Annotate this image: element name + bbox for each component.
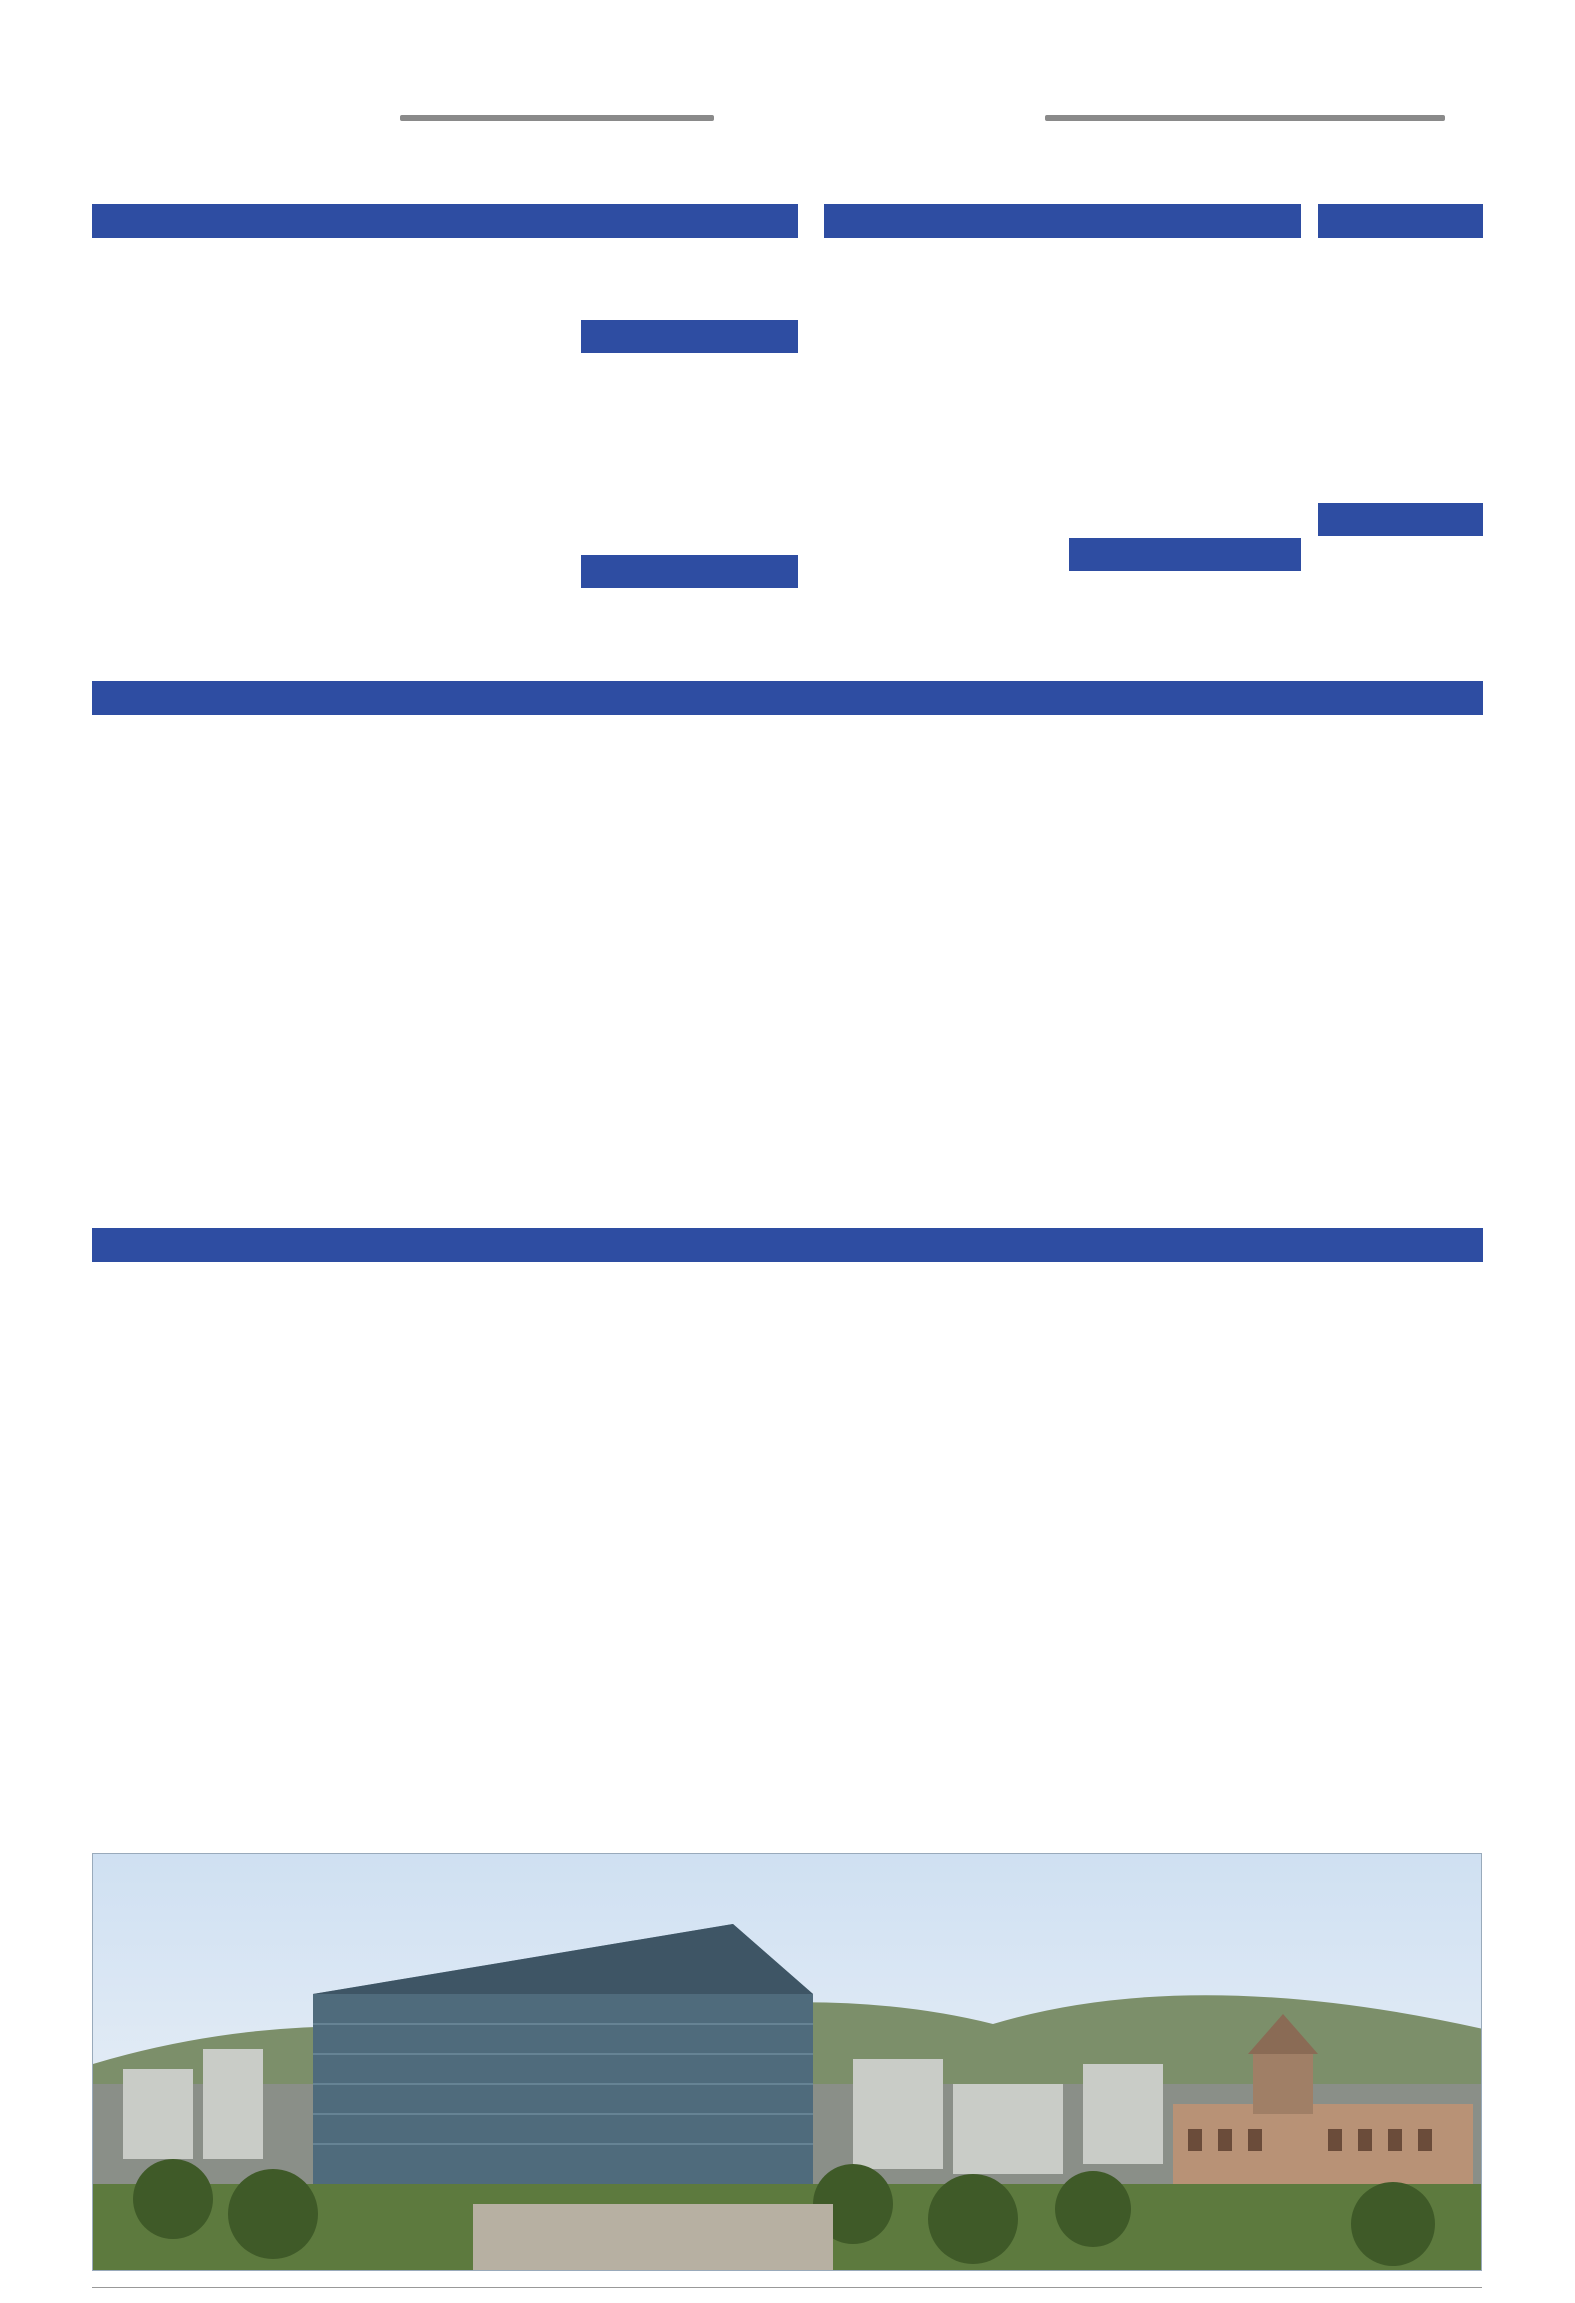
building-band [1318, 503, 1483, 536]
sch-fund-band [581, 320, 798, 353]
dept-band [92, 1228, 1483, 1262]
various-band [1069, 538, 1301, 571]
development-band [1318, 204, 1483, 238]
scholarship-band [92, 204, 798, 238]
footer-rule [92, 2287, 1482, 2288]
header-rule-right [1045, 115, 1445, 121]
officers-band [92, 681, 1483, 715]
campus-photo [92, 1853, 1482, 2271]
header-rule-left [400, 115, 714, 121]
lifetime-band [824, 204, 1301, 238]
campus-image-svg [93, 1854, 1482, 2271]
new-members-band [581, 555, 798, 588]
